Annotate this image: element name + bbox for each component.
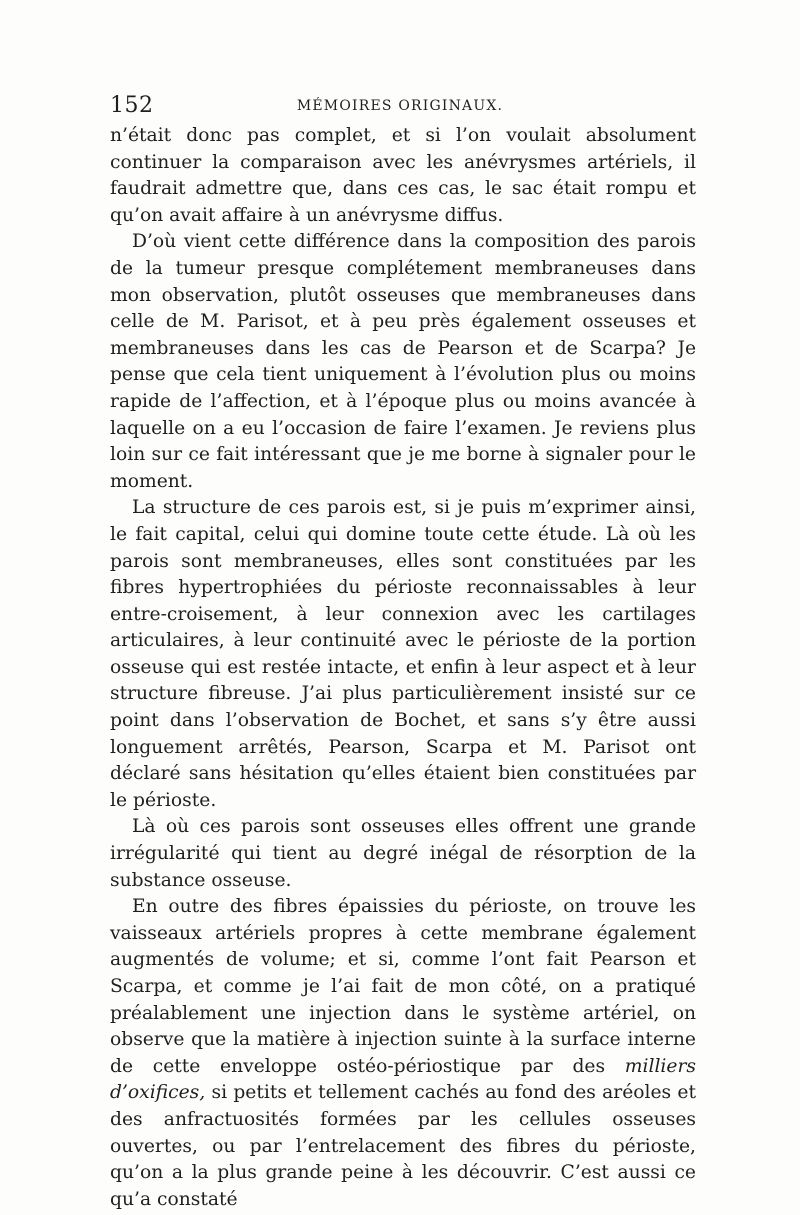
paragraph-5-emphasis: milliers d’oxifices,	[110, 1055, 696, 1104]
paragraph-5	[110, 894, 696, 1213]
paragraph-4: Là où ces parois sont osseuses elles offrent une grande irrégularité qui tient au degré inégal de résorption de la substance osseuse.	[110, 816, 696, 891]
body-text	[110, 123, 696, 1213]
running-head: MÉMOIRES ORIGINAUX.	[296, 98, 504, 114]
paragraph-5-text-after: si petits et tellement cachés au fond des aréoles et des anfractuosités formées par les cellules osseuses ouvertes, ou par l’entrelacement des fibres du périoste, qu’on a la plus grande peine à les découvrir. C’est aussi ce qu’a constaté	[110, 1082, 696, 1210]
paragraph-2: D’où vient cette différence dans la composition des parois de la tumeur presque complétement membraneuses dans mon observation, plutôt osseuses que membraneuses dans celle de M. Parisot, et à peu près également osseuses et membraneuses dans les cas de Pearson et de Scarpa? Je pense que cela tient uniquement à l’évolution plus ou moins rapide de l’affection, et à l’époque plus ou moins avancée à laquelle on a eu l’occasion de faire l’examen. Je reviens plus loin sur ce fait intéressant que je me borne à signaler pour le moment.	[110, 231, 696, 492]
page-header	[110, 92, 690, 120]
paragraph-3: La structure de ces parois est, si je puis m’exprimer ainsi, le fait capital, celui qui domine toute cette étude. Là où les parois sont membraneuses, elles sont constituées par les fibres hypertrophiées du périoste reconnaissables à leur entre-croisement, à leur connexion avec les cartilages articulaires, à leur continuité avec le périoste de la portion osseuse qui est restée intacte, et enfin à leur aspect et à leur structure fibreuse. J’ai plus particulièrement insisté sur ce point dans l’observation de Bochet, et sans s’y être aussi longuement arrêtés, Pearson, Scarpa et M. Parisot ont déclaré sans hésitation qu’elles étaient bien constituées par le périoste.	[110, 497, 696, 811]
paragraph-5-text-before: En outre des fibres épaissies du périoste, on trouve les vaisseaux artériels propres à cette membrane également augmentés de volume; et si, comme l’ont fait Pearson et Scarpa, et comme je l’ai fait de mon côté, on a pratiqué préalablement une injection dans le système artériel, on observe que la matière à injection suinte à la surface interne de cette enveloppe ostéo-périostique par des	[110, 896, 696, 1077]
page-number: 152	[110, 93, 154, 118]
paragraph-1: n’était donc pas complet, et si l’on voulait absolument continuer la comparaison avec les anévrysmes artériels, il faudrait admettre que, dans ces cas, le sac était rompu et qu’on avait affaire à un anévrysme diffus.	[110, 125, 696, 226]
